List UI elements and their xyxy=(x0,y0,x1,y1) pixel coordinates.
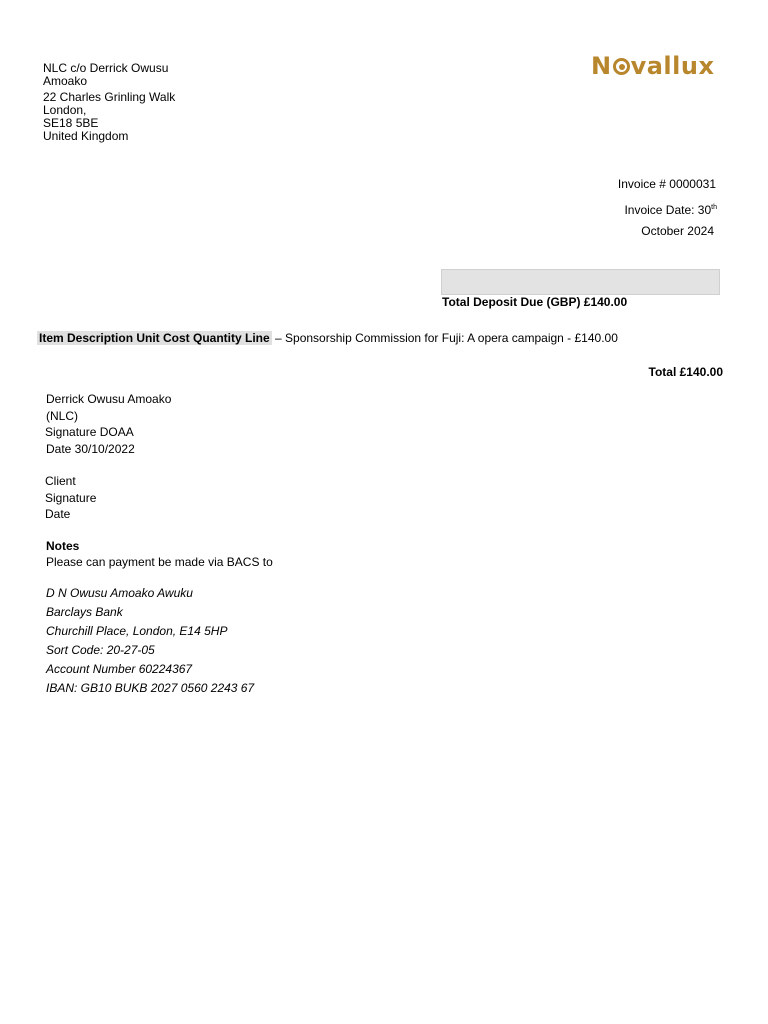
sender-line: SE18 5BE xyxy=(43,116,99,130)
signatory-org: (NLC) xyxy=(46,408,78,423)
bank-iban: IBAN: GB10 BUKB 2027 0560 2243 67 xyxy=(46,681,255,695)
signatory-date: Date 30/10/2022 xyxy=(46,441,135,456)
invoice-date-label: Invoice Date: 30 xyxy=(624,203,712,217)
notes-heading: Notes xyxy=(46,539,80,553)
brand-logo-start: N xyxy=(591,52,612,80)
bank-address: Churchill Place, London, E14 5HP xyxy=(46,624,228,638)
bank-details xyxy=(46,584,254,698)
sender-address xyxy=(43,62,175,143)
brand-logo-end: vallux xyxy=(630,52,715,80)
client-label: Client xyxy=(45,474,76,488)
invoice-date-suffix: th xyxy=(711,204,717,211)
sender-line: NLC c/o Derrick Owusu xyxy=(43,61,169,75)
invoice-number: Invoice # 0000031 xyxy=(617,177,716,191)
bank-name: Barclays Bank xyxy=(46,605,123,619)
signatory-name: Derrick Owusu Amoako xyxy=(46,392,172,406)
client-block xyxy=(45,473,96,523)
invoice-total: Total £140.00 xyxy=(648,365,723,379)
signatory-signature: Signature DOAA xyxy=(45,425,134,439)
sender-line: United Kingdom xyxy=(43,129,129,143)
bank-account-name: D N Owusu Amoako Awuku xyxy=(46,586,193,600)
sender-line: 22 Charles Grinling Walk xyxy=(43,90,176,104)
signatory-block xyxy=(45,391,171,457)
brand-logo-o-icon xyxy=(613,58,630,75)
total-deposit: Total Deposit Due (GBP) £140.00 xyxy=(442,295,628,309)
sender-line: London, xyxy=(43,103,87,117)
line-item xyxy=(37,331,618,345)
brand-logo xyxy=(591,52,714,80)
bank-account-number: Account Number 60224367 xyxy=(46,662,193,676)
line-item-text: – Sponsorship Commission for Fuji: A opera campaign - £140.00 xyxy=(271,331,618,345)
client-signature: Signature xyxy=(45,490,97,505)
sender-line: Amoako xyxy=(43,74,88,88)
notes-text: Please can payment be made via BACS to xyxy=(46,555,273,569)
invoice-date xyxy=(624,203,717,217)
bank-sort-code: Sort Code: 20-27-05 xyxy=(46,643,155,657)
invoice-date-month: October 2024 xyxy=(641,224,714,238)
client-date: Date xyxy=(45,507,71,521)
line-item-header: Item Description Unit Cost Quantity Line xyxy=(39,331,270,345)
deposit-box xyxy=(441,269,720,295)
